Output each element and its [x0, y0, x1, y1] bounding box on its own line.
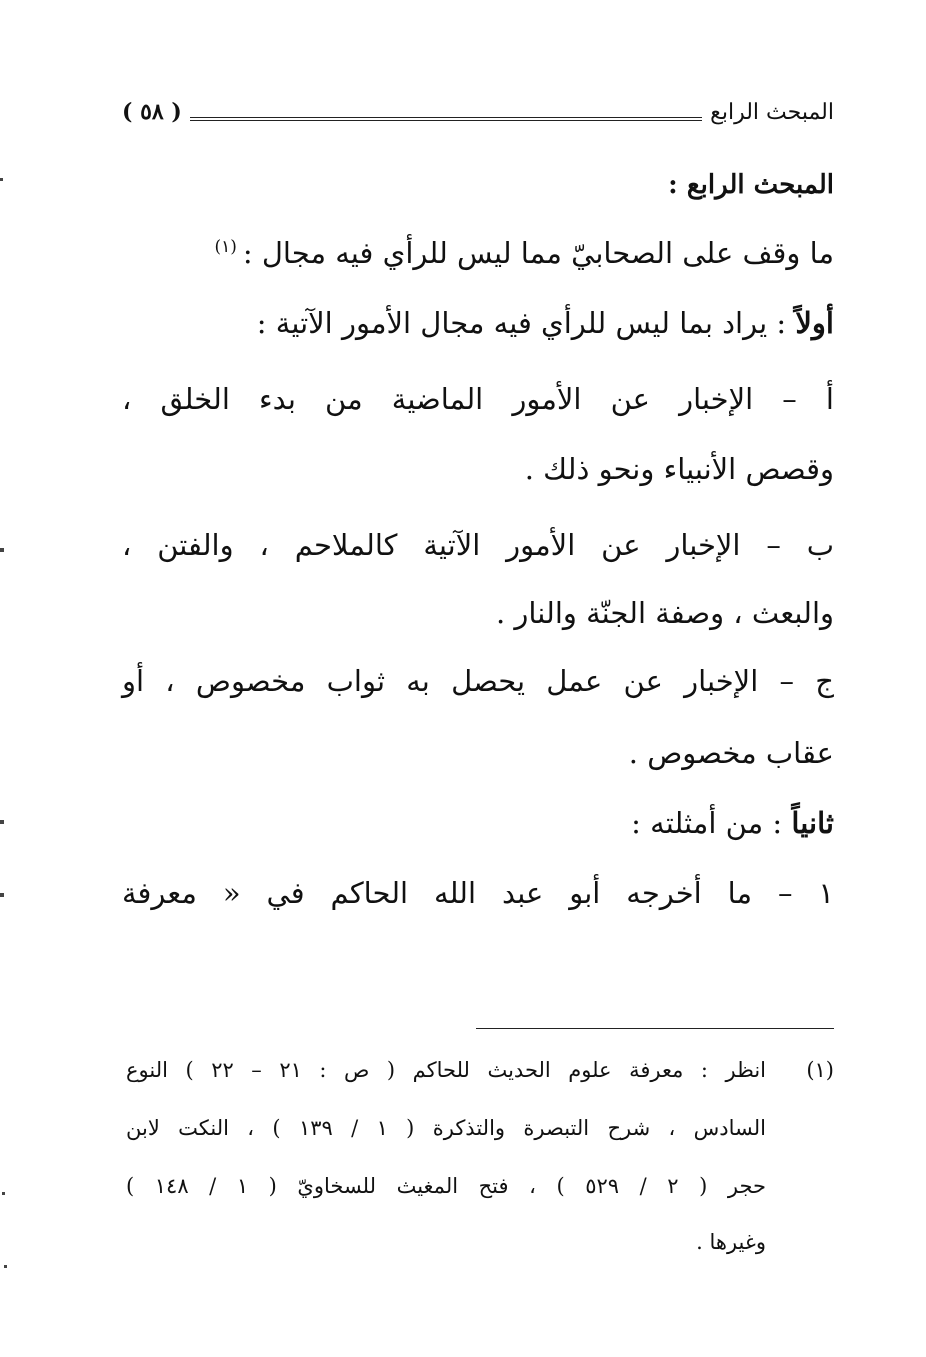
first-point-line — [257, 306, 834, 340]
page-number: ( ٥٨ ) — [122, 99, 182, 125]
first-label: أولاً — [795, 306, 834, 340]
section-heading: المبحث الرابع : — [668, 170, 834, 200]
header-section-title: المبحث الرابع — [710, 99, 834, 125]
scan-speck — [0, 820, 4, 824]
scan-speck — [4, 1265, 7, 1268]
item-b-line-1: ب – الإخبار عن الأمور الآتية كالملاحم ، والفتن ، — [122, 528, 834, 562]
example-1-line: ١ – ما أخرجه أبو عبد الله الحاكم في « معرفة — [122, 876, 834, 910]
footnote-line-2: السادس ، شرح التبصرة والتذكرة ( ١ / ١٣٩ ) ، النكت لابن — [126, 1116, 766, 1140]
item-c-line-1: ج – الإخبار عن عمل يحصل به ثواب مخصوص ، أو — [122, 664, 834, 698]
intro-line — [214, 236, 834, 270]
second-point-line — [631, 806, 834, 840]
footnote-line-1: انظر : معرفة علوم الحديث للحاكم ( ص : ٢١ – ٢٢ ) النوع — [126, 1058, 766, 1082]
second-text: : من أمثلته : — [631, 806, 792, 840]
scan-speck — [2, 1192, 5, 1195]
footnote-number: (١) — [806, 1058, 834, 1082]
footnote-line-4: وغيرها . — [696, 1230, 766, 1254]
header-rule — [190, 117, 702, 121]
item-a-line-2: وقصص الأنبياء ونحو ذلك . — [524, 452, 834, 486]
item-a-line-1: أ – الإخبار عن الأمور الماضية من بدء الخلق ، — [122, 382, 834, 416]
footnote-separator — [476, 1028, 834, 1029]
intro-text: ما وقف على الصحابيّ مما ليس للرأي فيه مجال : — [242, 236, 834, 270]
footnote-reference: (١) — [214, 237, 237, 258]
item-b-line-2: والبعث ، وصفة الجنّة والنار . — [495, 596, 834, 630]
footnote-line-3: حجر ( ٢ / ٥٢٩ ) ، فتح المغيث للسخاويّ ( ١ / ١٤٨ ) — [126, 1174, 766, 1198]
scan-speck — [0, 178, 3, 181]
item-c-line-2: عقاب مخصوص . — [628, 736, 834, 770]
second-label: ثانياً — [791, 806, 834, 840]
scan-speck — [0, 548, 4, 552]
scan-speck — [0, 893, 4, 897]
first-text: : يراد بما ليس للرأي فيه مجال الأمور الآتية : — [256, 306, 796, 340]
running-header — [122, 92, 834, 132]
